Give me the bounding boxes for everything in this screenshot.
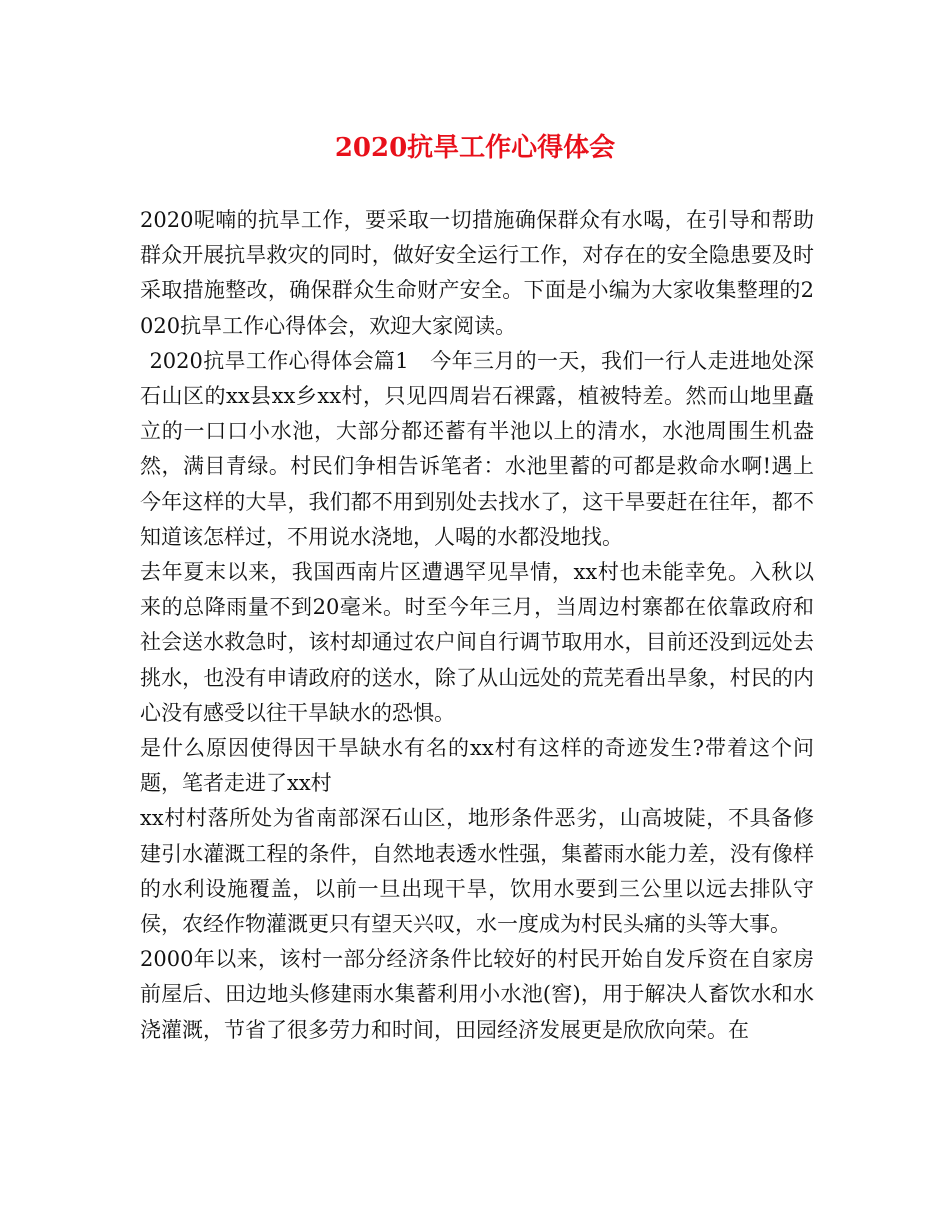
paragraph-since-2000: 2000年以来，该村一部分经济条件比较好的村民开始自发斥资在自家房前屋后、田边地头修建雨水集蓄利用小水池(窖)，用于解决人畜饮水和水浇灌溉，节省了很多劳力和时间，田园经济发展更是欣欣向荣。在 — [140, 947, 814, 1042]
document-body — [140, 203, 814, 1048]
paragraph-article-1: 2020抗旱工作心得体会篇1 今年三月的一天，我们一行人走进地处深石山区的xx县xx乡xx村，只见四周岩石裸露，植被特差。然而山地里矗立的一口口小水池，大部分都还蓄有半池以上的清水，水池周围生机盎然，满目青绿。村民们争相告诉笔者：水池里蓄的可都是救命水啊!遇上今年这样的大旱，我们都不用到别处去找水了，这干旱要赶在往年，都不知道该怎样过，不用说水浇地，人喝的水都没地找。 — [140, 348, 814, 549]
paragraph-terrain: xx村村落所处为省南部深石山区，地形条件恶劣，山高坡陡，不具备修建引水灌溉工程的条件，自然地表透水性强，集蓄雨水能力差，没有像样的水利设施覆盖，以前一旦出现干旱，饮用水要到三公里以远去排队守侯，农经作物灌溉更只有望天兴叹，水一度成为村民头痛的头等大事。 — [140, 806, 814, 937]
paragraph-intro: 2020呢喃的抗旱工作，要采取一切措施确保群众有水喝，在引导和帮助群众开展抗旱救灾的同时，做好安全运行工作，对存在的安全隐患要及时采取措施整改，确保群众生命财产安全。下面是小编为大家收集整理的2020抗旱工作心得体会，欢迎大家阅读。 — [140, 208, 814, 338]
paragraph-drought: 去年夏末以来，我国西南片区遭遇罕见旱情，xx村也未能幸免。入秋以来的总降雨量不到20毫米。时至今年三月，当周边村寨都在依靠政府和社会送水救急时，该村却通过农户间自行调节取用水，目前还没到远处去挑水，也没有申请政府的送水，除了从山远处的荒芜看出旱象，村民的内心没有感受以往干旱缺水的恐惧。 — [140, 560, 814, 725]
paragraph-question: 是什么原因使得因干旱缺水有名的xx村有这样的奇迹发生?带着这个问题，笔者走进了xx村 — [140, 736, 814, 796]
document-title: 2020抗旱工作心得体会 — [334, 133, 616, 163]
